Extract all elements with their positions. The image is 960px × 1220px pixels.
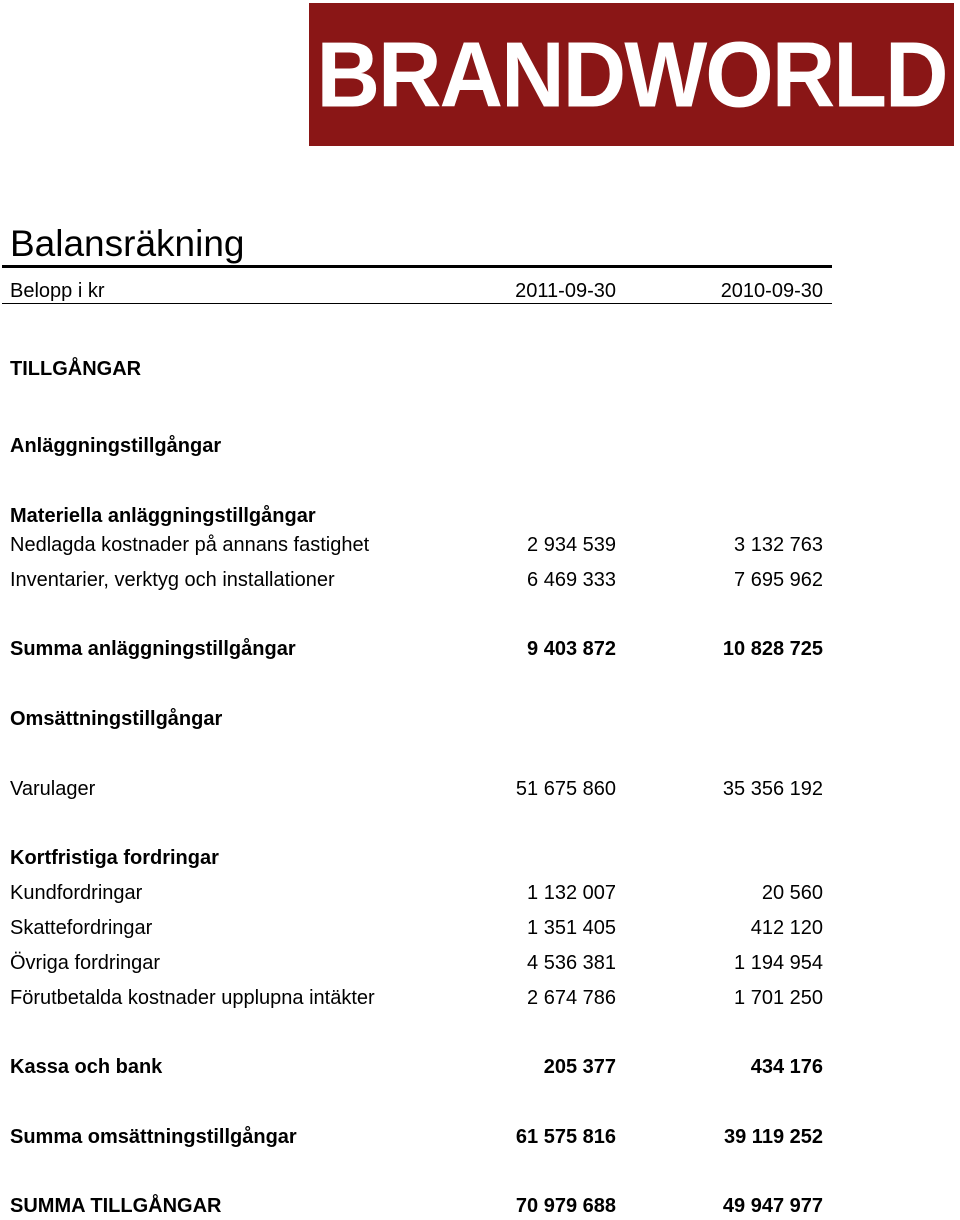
table-row bbox=[10, 531, 825, 559]
row-value-2010: 412 120 bbox=[750, 917, 823, 939]
page-title: Balansräkning bbox=[10, 223, 245, 264]
table-row bbox=[10, 705, 825, 733]
row-value-2011: 2 674 786 bbox=[527, 987, 616, 1009]
table-row bbox=[10, 502, 825, 530]
header-label: Belopp i kr bbox=[10, 280, 105, 302]
row-label: Materiella anläggningstillgångar bbox=[10, 505, 316, 527]
table-row bbox=[10, 1053, 825, 1081]
row-value-2010: 10 828 725 bbox=[722, 638, 823, 660]
row-value-2011: 51 675 860 bbox=[515, 778, 616, 800]
row-label: Kassa och bank bbox=[10, 1056, 163, 1078]
row-value-2011: 61 575 816 bbox=[515, 1126, 616, 1148]
row-value-2011: 9 403 872 bbox=[527, 638, 616, 660]
row-label: Förutbetalda kostnader upplupna intäkter bbox=[10, 987, 375, 1009]
row-label: Nedlagda kostnader på annans fastighet bbox=[10, 534, 370, 556]
table-row bbox=[10, 566, 825, 594]
table-row bbox=[10, 984, 825, 1012]
row-value-2010: 1 194 954 bbox=[734, 952, 823, 974]
row-value-2010: 3 132 763 bbox=[734, 534, 823, 556]
title-underline bbox=[2, 265, 832, 268]
row-value-2010: 49 947 977 bbox=[722, 1195, 823, 1217]
table-row bbox=[10, 879, 825, 907]
header-col-2010: 2010-09-30 bbox=[720, 280, 823, 302]
row-label: Summa anläggningstillgångar bbox=[10, 638, 296, 660]
table-row bbox=[10, 775, 825, 803]
row-value-2010: 1 701 250 bbox=[734, 987, 823, 1009]
table-row bbox=[10, 914, 825, 942]
logo-text: BRANDWORLD bbox=[316, 22, 947, 127]
row-value-2010: 39 119 252 bbox=[724, 1126, 823, 1148]
row-value-2011: 2 934 539 bbox=[527, 534, 616, 556]
row-value-2011: 4 536 381 bbox=[527, 952, 616, 974]
row-label: Inventarier, verktyg och installationer bbox=[10, 569, 335, 591]
row-label: Omsättningstillgångar bbox=[10, 708, 223, 730]
header-underline bbox=[2, 303, 832, 304]
table-row bbox=[10, 844, 825, 872]
row-label: Kortfristiga fordringar bbox=[10, 847, 219, 869]
table-row bbox=[10, 432, 825, 460]
row-value-2011: 70 979 688 bbox=[515, 1195, 616, 1217]
table-row bbox=[10, 1123, 825, 1151]
table-row bbox=[10, 355, 825, 383]
row-value-2011: 6 469 333 bbox=[527, 569, 616, 591]
row-value-2010: 35 356 192 bbox=[722, 778, 823, 800]
row-value-2010: 7 695 962 bbox=[734, 569, 823, 591]
row-value-2011: 1 351 405 bbox=[527, 917, 616, 939]
row-label: Övriga fordringar bbox=[10, 952, 161, 974]
row-label: Varulager bbox=[10, 778, 96, 800]
header-col-2011: 2011-09-30 bbox=[515, 280, 616, 302]
row-value-2011: 205 377 bbox=[543, 1056, 616, 1078]
header-row bbox=[10, 277, 825, 305]
row-label: Summa omsättningstillgångar bbox=[10, 1126, 297, 1148]
brandworld-logo bbox=[309, 3, 954, 146]
table-row bbox=[10, 949, 825, 977]
row-label: Kundfordringar bbox=[10, 882, 143, 904]
table-row bbox=[10, 1192, 825, 1220]
row-value-2010: 20 560 bbox=[761, 882, 823, 904]
row-label: TILLGÅNGAR bbox=[10, 358, 142, 380]
row-label: Skattefordringar bbox=[10, 917, 153, 939]
table-row bbox=[10, 635, 825, 663]
row-value-2010: 434 176 bbox=[750, 1056, 823, 1078]
row-value-2011: 1 132 007 bbox=[527, 882, 616, 904]
row-label: SUMMA TILLGÅNGAR bbox=[10, 1195, 222, 1217]
row-label: Anläggningstillgångar bbox=[10, 435, 222, 457]
